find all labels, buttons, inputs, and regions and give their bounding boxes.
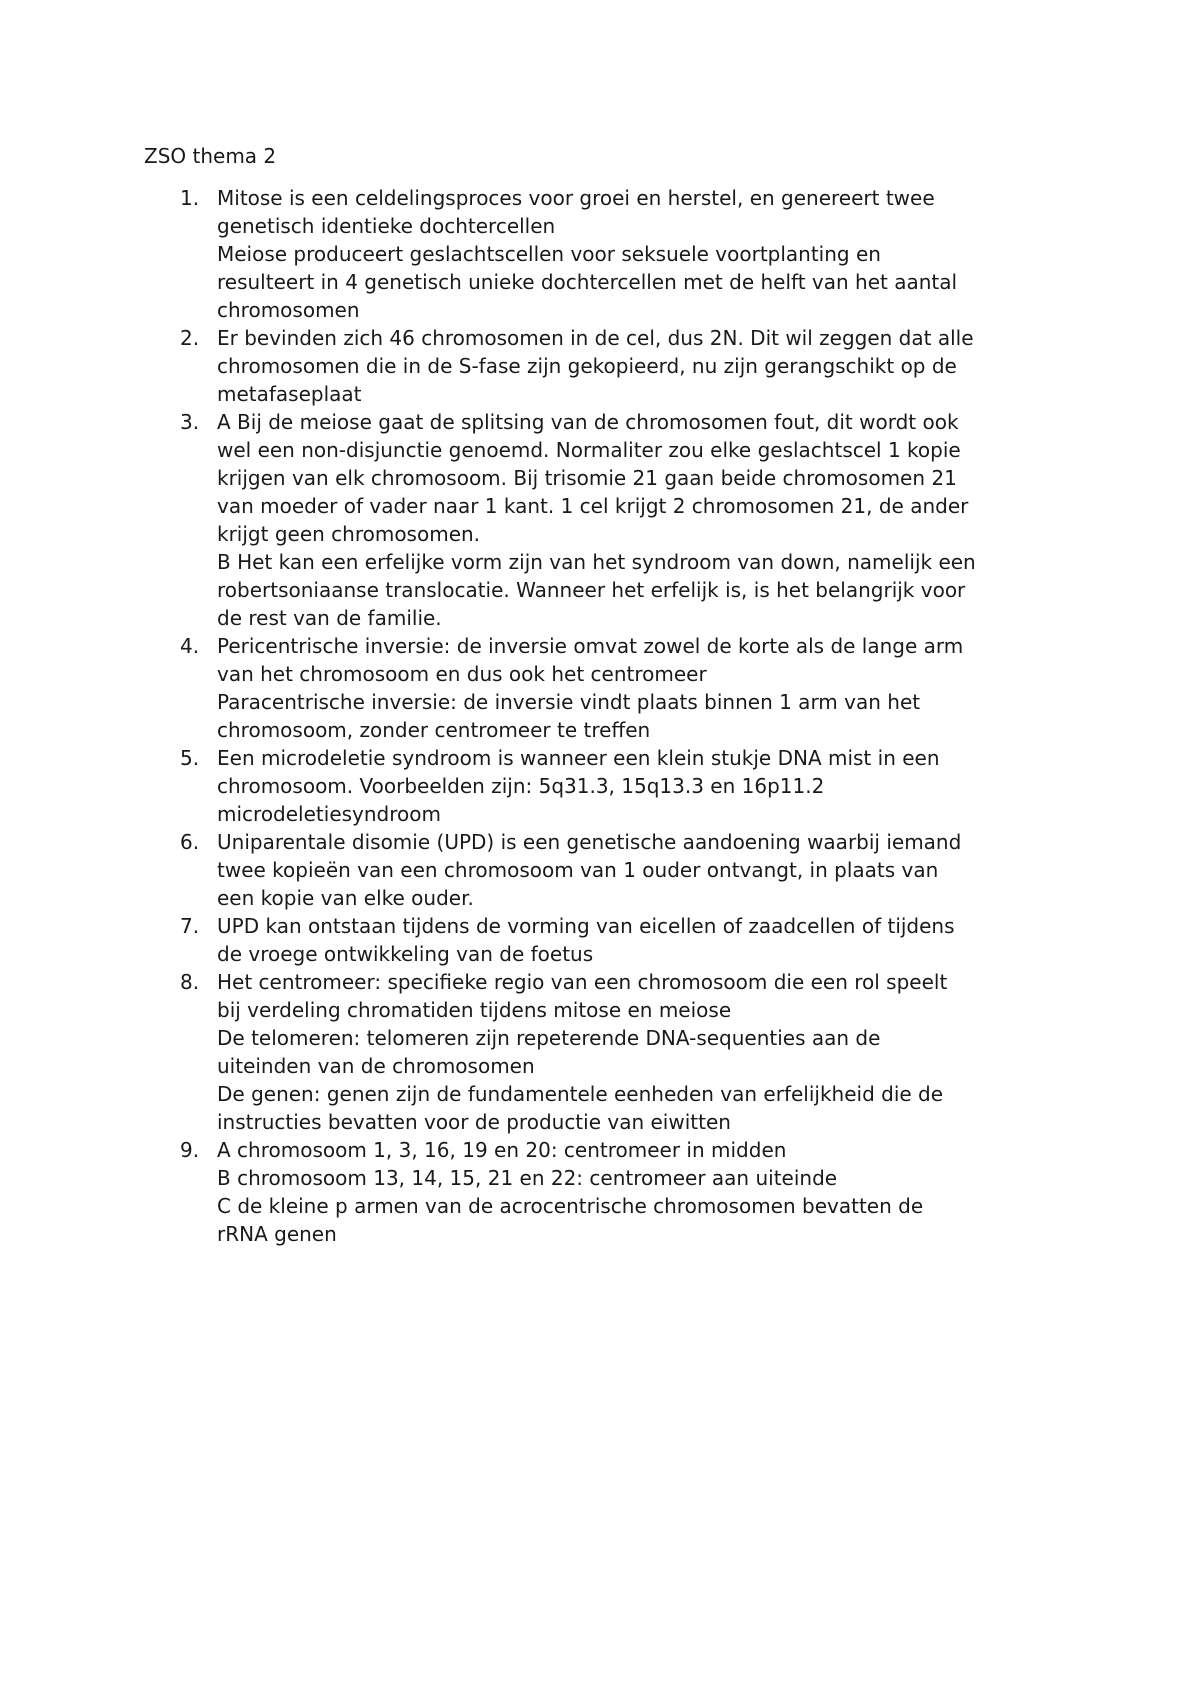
list-item-number: 9. [180,1138,200,1162]
list-item-text-line: robertsoniaanse translocatie. Wanneer het erfelijk is, is het belangrijk voor [217,578,966,602]
list-item-text-line: resulteert in 4 genetisch unieke dochtercellen met de helft van het aantal [217,270,958,294]
list-item-text-line: de vroege ontwikkeling van de foetus [217,942,594,966]
list-item-text-line: genetisch identieke dochtercellen [217,214,556,238]
list-item-number: 6. [180,830,200,854]
list-item-text-line: A chromosoom 1, 3, 16, 19 en 20: centromeer in midden [217,1138,787,1162]
list-item-text-line: De genen: genen zijn de fundamentele eenheden van erfelijkheid die de [217,1082,944,1106]
list-item-text-line: Het centromeer: specifieke regio van een chromosoom die een rol speelt [217,970,948,994]
list-item-text-line: microdeletiesyndroom [217,802,441,826]
list-item-text-line: twee kopieën van een chromosoom van 1 ouder ontvangt, in plaats van [217,858,939,882]
list-item-text-line: Uniparentale disomie (UPD) is een genetische aandoening waarbij iemand [217,830,962,854]
list-item-text-line: C de kleine p armen van de acrocentrische chromosomen bevatten de [217,1194,924,1218]
list-item-number: 5. [180,746,200,770]
list-item-text-line: Pericentrische inversie: de inversie omvat zowel de korte als de lange arm [217,634,964,658]
list-item [144,912,1074,968]
list-item-text-line: uiteinden van de chromosomen [217,1054,535,1078]
list-item-text-line: metafaseplaat [217,382,362,406]
list-item-text-line: krijgt geen chromosomen. [217,522,481,546]
list-item-text-line: UPD kan ontstaan tijdens de vorming van eicellen of zaadcellen of tijdens [217,914,955,938]
list-item-number: 3. [180,410,200,434]
document-page [144,142,1074,1248]
list-item-text-line: Paracentrische inversie: de inversie vindt plaats binnen 1 arm van het [217,690,921,714]
list-item-text-line: de rest van de familie. [217,606,442,630]
list-item-text-line: De telomeren: telomeren zijn repeterende DNA-sequenties aan de [217,1026,881,1050]
list-item-text-line: Meiose produceert geslachtscellen voor seksuele voortplanting en [217,242,881,266]
list-item-number: 2. [180,326,200,350]
list-item-text-line: krijgen van elk chromosoom. Bij trisomie 21 gaan beide chromosomen 21 [217,466,957,490]
list-item-text-line: Mitose is een celdelingsproces voor groei en herstel, en genereert twee [217,186,935,210]
list-item-text-line: wel een non-disjunctie genoemd. Normaliter zou elke geslachtscel 1 kopie [217,438,961,462]
answer-list [144,184,1074,1248]
list-item [144,324,1074,408]
list-item-number: 4. [180,634,200,658]
list-item [144,744,1074,828]
list-item [144,1136,1074,1248]
list-item-text-line: instructies bevatten voor de productie van eiwitten [217,1110,731,1134]
list-item-text-line: van moeder of vader naar 1 kant. 1 cel krijgt 2 chromosomen 21, de ander [217,494,969,518]
list-item-text-line: Er bevinden zich 46 chromosomen in de cel, dus 2N. Dit wil zeggen dat alle [217,326,974,350]
list-item-text-line: A Bij de meiose gaat de splitsing van de chromosomen fout, dit wordt ook [217,410,959,434]
list-item [144,632,1074,744]
list-item [144,408,1074,632]
list-item-number: 7. [180,914,200,938]
list-item-text-line: B chromosoom 13, 14, 15, 21 en 22: centromeer aan uiteinde [217,1166,838,1190]
list-item-number: 8. [180,970,200,994]
list-item-text-line: chromosomen die in de S-fase zijn gekopieerd, nu zijn gerangschikt op de [217,354,957,378]
list-item-text-line: bij verdeling chromatiden tijdens mitose en meiose [217,998,732,1022]
list-item-text-line: chromosoom. Voorbeelden zijn: 5q31.3, 15q13.3 en 16p11.2 [217,774,825,798]
list-item [144,828,1074,912]
list-item [144,184,1074,324]
list-item-text-line: Een microdeletie syndroom is wanneer een klein stukje DNA mist in een [217,746,940,770]
list-item-number: 1. [180,186,200,210]
document-title: ZSO thema 2 [144,144,277,168]
list-item [144,968,1074,1136]
list-item-text-line: chromosomen [217,298,360,322]
list-item-text-line: een kopie van elke ouder. [217,886,474,910]
list-item-text-line: rRNA genen [217,1222,337,1246]
list-item-text-line: van het chromosoom en dus ook het centromeer [217,662,707,686]
list-item-text-line: B Het kan een erfelijke vorm zijn van het syndroom van down, namelijk een [217,550,976,574]
list-item-text-line: chromosoom, zonder centromeer te treffen [217,718,651,742]
